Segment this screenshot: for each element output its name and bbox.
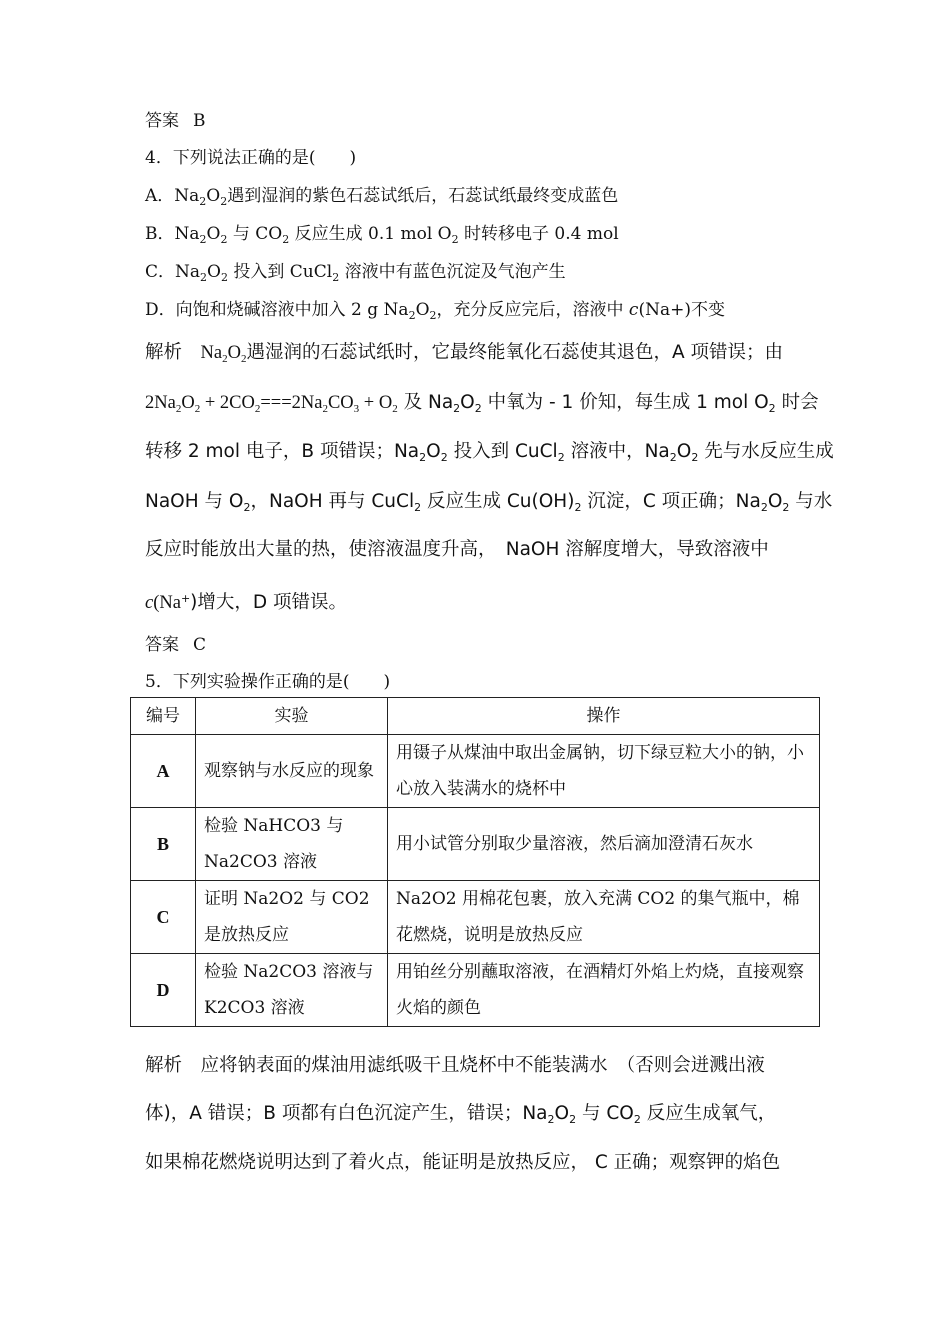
row-experiment: 证明 Na2O2 与 CO2 是放热反应 bbox=[196, 881, 388, 954]
question-4-stem: 4．下列说法正确的是( ) bbox=[145, 148, 357, 168]
table-header-row bbox=[131, 698, 820, 735]
answer-line: 答案 B bbox=[145, 111, 206, 131]
row-operation: Na2O2 用棉花包裹，放入充满 CO2 的集气瓶中，棉花燃烧，说明是放热反应 bbox=[388, 881, 820, 954]
row-experiment: 检验 NaHCO3 与 Na2CO3 溶液 bbox=[196, 808, 388, 881]
row-id: D bbox=[131, 954, 196, 1027]
table-row bbox=[131, 881, 820, 954]
analysis-4-line-1: 解析 $Na_2O_2$遇湿润的石蕊试纸时，它最终能氧化石蕊使其退色，A 项错误；由 bbox=[145, 342, 784, 365]
option-a: A．$Na_2O_2$遇到湿润的紫色石蕊试纸后，石蕊试纸最终变成蓝色 bbox=[145, 186, 619, 208]
experiment-table bbox=[130, 697, 820, 1027]
row-id: A bbox=[131, 735, 196, 808]
answer-line: 答案 C bbox=[145, 635, 207, 655]
analysis-5-line-2: 体)，A 错误；B 项都有白色沉淀产生，错误；$Na_2O_2$ 与 $CO_2$ 反应生成氧气， bbox=[145, 1103, 777, 1126]
header-experiment: 实验 bbox=[196, 698, 388, 735]
analysis-4-line-6: c(Na+)增大，D 项错误。 bbox=[145, 592, 348, 613]
option-c: C．$Na_2O_2$ 投入到 CuCl$_2$ 溶液中有蓝色沉淀及气泡产生 bbox=[145, 262, 566, 284]
row-operation: 用小试管分别取少量溶液，然后滴加澄清石灰水 bbox=[388, 808, 820, 881]
header-operation: 操作 bbox=[388, 698, 820, 735]
header-id: 编号 bbox=[131, 698, 196, 735]
analysis-5-line-1: 解析 应将钠表面的煤油用滤纸吸干且烧杯中不能装满水 （否则会迸溅出液 bbox=[145, 1055, 765, 1076]
analysis-4-line-2: $2Na_2O_2 + 2CO_2===2Na_2CO_3 + O_2$ 及 $Na_2O_2$ 中氧为 - 1 价知，每生成 1 mol $O_2$ 时会 bbox=[145, 392, 819, 415]
row-operation: 用镊子从煤油中取出金属钠，切下绿豆粒大小的钠，小心放入装满水的烧杯中 bbox=[388, 735, 820, 808]
table-row bbox=[131, 735, 820, 808]
table-row bbox=[131, 954, 820, 1027]
table-row bbox=[131, 808, 820, 881]
analysis-5-line-3: 如果棉花燃烧说明达到了着火点，能证明是放热反应， C 正确；观察钾的焰色 bbox=[145, 1152, 781, 1173]
analysis-4-line-3: 转移 2 mol 电子，B 项错误；$Na_2O_2$ 投入到 CuCl$_2$ 溶液中，$Na_2O_2$ 先与水反应生成 bbox=[145, 441, 834, 464]
row-id: C bbox=[131, 881, 196, 954]
row-id: B bbox=[131, 808, 196, 881]
question-5-stem: 5．下列实验操作正确的是( ) bbox=[145, 672, 391, 692]
option-d: D．向饱和烧碱溶液中加入 2 g $Na_2O_2$，充分反应完后，溶液中 c(Na+)不变 bbox=[145, 300, 725, 322]
row-operation: 用铂丝分别蘸取溶液，在酒精灯外焰上灼烧，直接观察火焰的颜色 bbox=[388, 954, 820, 1027]
row-experiment: 观察钠与水反应的现象 bbox=[196, 735, 388, 808]
option-b: B．$Na_2O_2$ 与 $CO_2$ 反应生成 0.1 mol $O_2$ 时转移电子 0.4 mol bbox=[145, 224, 619, 246]
row-experiment: 检验 Na2CO3 溶液与 K2CO3 溶液 bbox=[196, 954, 388, 1027]
analysis-4-line-4: NaOH 与 $O_2$，NaOH 再与 CuCl$_2$ 反应生成 $Cu(OH)_2$ 沉淀，C 项正确；$Na_2O_2$ 与水 bbox=[145, 491, 833, 514]
analysis-4-line-5: 反应时能放出大量的热，使溶液温度升高， NaOH 溶解度增大，导致溶液中 bbox=[145, 539, 769, 560]
